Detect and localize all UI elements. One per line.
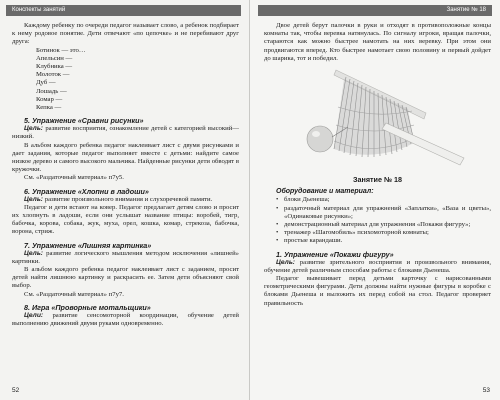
goal-label: Цель:	[276, 258, 296, 266]
exercise-1-goal	[264, 259, 491, 275]
list-item: • демонстрационный материал для упражнения «Покажи фигуру»;	[276, 221, 491, 229]
goal-label: Цели:	[24, 311, 44, 319]
right-running-head: Занятие № 18	[258, 5, 492, 16]
exercise-8-title: 8. Игра «Проворные мотальщики»	[24, 302, 151, 312]
goal-text: развитие произвольного внимания и слухоречевой памяти.	[43, 195, 213, 203]
goal-text: развитие логического мышления методом исключения «лишней» картинки.	[12, 249, 239, 265]
equipment-title: Оборудование и материал:	[276, 188, 374, 196]
goal-text: развитие сенсомоторной координации, обучение детей выполнению движений двумя руками одновременно.	[12, 311, 239, 328]
word-list-item: Ботинок — это…	[36, 46, 86, 54]
goal-text: развитие зрительного восприятия и произвольного внимания, обучение детей различным способам работы с блоками Дьенеша.	[264, 258, 491, 274]
left-text-column	[12, 22, 239, 328]
exercise-7-ref: См. «Раздаточный материал» п7у7.	[24, 290, 124, 298]
exercise-5-text: В альбом каждого ребенка педагог наклеивает лист с двумя рисунками и дает задания, которые педагог выполняет вместе с детьми: найдите самое низкое дерево и самого высокого мальчика. Найденные рисунки дети обводят в кружочки.	[12, 141, 239, 174]
exercise-5-title: 5. Упражнение «Сравни рисунки»	[24, 116, 144, 126]
list-item: • блоки Дьенеша;	[276, 196, 491, 204]
word-list-item: Молоток —	[36, 71, 70, 79]
right-page-number: 53	[482, 387, 490, 394]
word-list-item: Кепка —	[36, 104, 62, 112]
exercise-7-goal	[12, 250, 239, 266]
left-intro: Каждому ребенку по очереди педагог называет слово, а ребенок подбирает к нему родовое понятие. Дети отвечают «по цепочке» и не перебивают друг друга:	[12, 22, 239, 46]
session-title: Занятие № 18	[353, 175, 402, 185]
list-item: • тренажер «Шагомобиль» психомоторной комнаты;	[276, 229, 491, 237]
exercise-1-text: Педагог вывешивает перед детьми карточку с нарисованными геометрическими фигурами. Дети должны найти нужные фигуры в коробке с блоками Дьенеша и выложить их перед собой на стол. Педагог проверяет правильность	[264, 275, 491, 307]
word-list-item: Лошадь —	[36, 87, 67, 95]
goal-text: развитие восприятия, ознакомление детей с категорией высокий—низкий.	[12, 125, 239, 141]
rope-game-photo	[264, 67, 491, 173]
list-item: • раздаточный материал для упражнений «Заплатки», «Ваза и цветы», «Одинаковые рисунки»;	[276, 205, 491, 221]
exercise-7-text: В альбом каждого ребенка педагог наклеивает лист с заданием, просит детей найти лишнюю картинку и раскрасить ее. Затем дети объясняют свой выбор.	[12, 266, 239, 290]
exercise-1-title: 1. Упражнение «Покажи фигуру»	[276, 249, 394, 259]
word-list	[12, 47, 239, 113]
exercise-5-ref: См. «Раздаточный материал» п7у5.	[24, 174, 124, 182]
word-list-item: Комар —	[36, 95, 63, 103]
equipment-list	[264, 196, 491, 245]
ball-icon	[307, 126, 333, 152]
word-list-item: Дуб —	[36, 79, 56, 87]
right-page	[250, 0, 500, 400]
goal-label: Цель:	[24, 195, 44, 203]
rope-winder-illustration	[264, 67, 490, 173]
left-running-head: Конспекты занятий	[6, 5, 241, 16]
word-list-item: Клубника —	[36, 63, 73, 71]
goal-label: Цель:	[24, 249, 44, 257]
right-text-column	[264, 22, 491, 308]
exercise-6-title: 6. Упражнение «Хлопни в ладоши»	[24, 186, 149, 196]
word-list-item: Апельсин —	[36, 54, 73, 62]
list-item: • простые карандаши.	[276, 237, 491, 245]
exercise-6-goal	[12, 196, 239, 204]
exercise-5-goal	[12, 125, 239, 141]
exercise-7-title: 7. Упражнение «Лишняя картинка»	[24, 240, 152, 250]
right-intro: Двое детей берут палочки в руки и отходят в противоположные концы комнаты так, чтобы веревка натянулась. По сигналу игроки, вращая палочки, стараются как можно быстрее намотать на них веревку. При этом они продвигаются вперед. Кто быстрее намотает свою половину и первый дойдет до шарика, тот и победил.	[264, 22, 491, 62]
goal-label: Цель:	[24, 125, 44, 133]
exercise-8-goal	[12, 312, 239, 328]
exercise-6-text: Педагог и дети встают на ковер. Педагог предлагает детям слово и просит их хлопнуть в ладоши, если они услышат название птицы: воробей, тигр, бабочка, корова, собака, жук, муха, орел, кошка, комар, стрекоза, бабочка, ворона, стриж.	[12, 203, 239, 236]
left-page-number: 52	[12, 387, 20, 394]
